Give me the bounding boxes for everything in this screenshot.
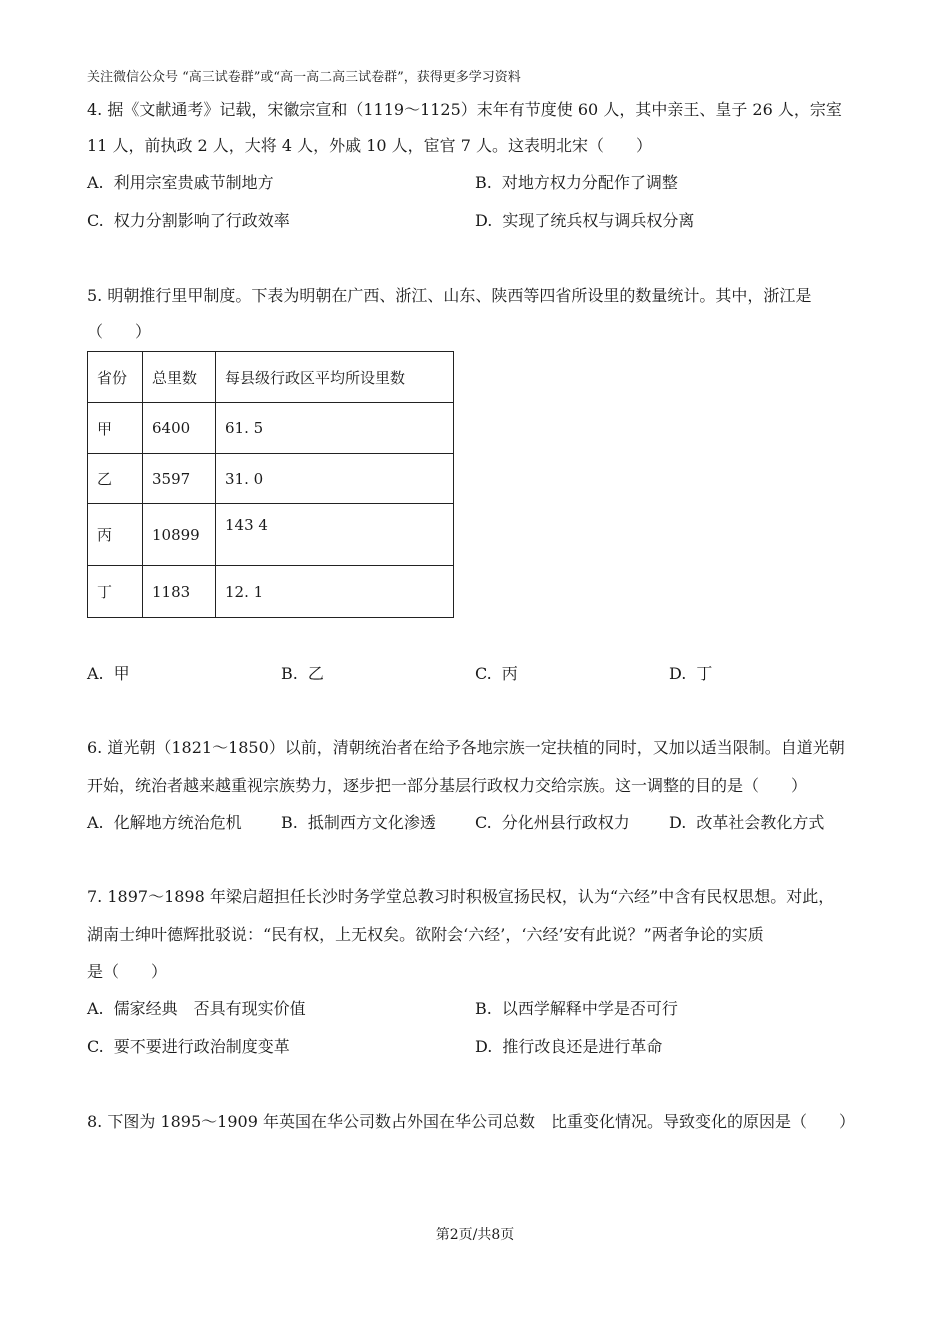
- q7-stem-line3: 是（ ）: [87, 962, 168, 981]
- option-text: 改革社会教化方式: [696, 813, 825, 832]
- header-province: 省份: [88, 352, 143, 403]
- option-key: D.: [475, 1037, 493, 1056]
- option-text: 丁: [696, 664, 713, 683]
- q4-option-d[interactable]: [475, 211, 694, 231]
- cell-total: 6400: [143, 403, 216, 454]
- cell-province: 甲: [88, 403, 143, 454]
- option-text: 权力分割影响了行政效率: [113, 211, 290, 230]
- cell-average: 12. 1: [216, 566, 454, 618]
- q7-option-c[interactable]: [87, 1037, 290, 1057]
- cell-average: 31. 0: [216, 454, 454, 504]
- option-text: 推行改良还是进行革命: [502, 1037, 663, 1056]
- q7-option-d[interactable]: [475, 1037, 662, 1057]
- q5-option-b[interactable]: [281, 664, 324, 684]
- option-key: B.: [475, 173, 492, 192]
- q5-stem-line1: 5. 明朝推行里甲制度。下表为明朝在广西、浙江、山东、陕西等四省所设里的数量统计。其中，浙江是: [87, 286, 812, 305]
- option-text: 甲: [113, 664, 130, 683]
- option-key: B.: [281, 813, 298, 832]
- header-note: 关注微信公众号 “高三试卷群”或“高一高二高三试卷群”，获得更多学习资料: [87, 70, 521, 85]
- q4-option-c[interactable]: [87, 211, 290, 231]
- option-key: D.: [669, 664, 687, 683]
- option-text: 要不要进行政治制度变革: [113, 1037, 290, 1056]
- option-key: A.: [87, 999, 104, 1018]
- page-footer: 第2页/共8页: [435, 1227, 515, 1243]
- q6-stem-line1: 6. 道光朝（1821～1850）以前，清朝统治者在给予各地宗族一定扶植的同时，又加以适当限制。自道光朝: [87, 738, 845, 757]
- option-text: 以西学解释中学是否可行: [501, 999, 678, 1018]
- option-key: B.: [475, 999, 492, 1018]
- option-key: B.: [281, 664, 298, 683]
- option-key: C.: [87, 211, 104, 230]
- option-text: 分化州县行政权力: [501, 813, 630, 832]
- option-text: 儒家经典 否具有现实价值: [113, 999, 306, 1018]
- q7-option-b[interactable]: [475, 999, 678, 1019]
- header-total-li: 总里数: [143, 352, 216, 403]
- cell-province: 丁: [88, 566, 143, 618]
- cell-province: 丙: [88, 504, 143, 566]
- cell-province: 乙: [88, 454, 143, 504]
- header-avg-li: 每县级行政区平均所设里数: [216, 352, 454, 403]
- option-text: 抵制西方文化渗透: [307, 813, 436, 832]
- q5-option-a[interactable]: [87, 664, 130, 684]
- table-header-row: [88, 352, 454, 403]
- q6-option-b[interactable]: [281, 813, 436, 833]
- q6-option-c[interactable]: [475, 813, 630, 833]
- q8-stem-line1: 8. 下图为 1895～1909 年英国在华公司数占外国在华公司总数 比重变化情况。导致变化的原因是（ ）: [87, 1112, 855, 1131]
- option-text: 利用宗室贵戚节制地方: [113, 173, 274, 192]
- q6-option-a[interactable]: [87, 813, 242, 833]
- option-key: A.: [87, 173, 104, 192]
- table-row: [88, 504, 454, 566]
- q4-stem-line2: 11 人，前执政 2 人，大将 4 人，外戚 10 人，宦官 7 人。这表明北宋（ ）: [87, 136, 653, 155]
- option-text: 化解地方统治危机: [113, 813, 242, 832]
- option-key: A.: [87, 813, 104, 832]
- q4-option-b[interactable]: [475, 173, 678, 193]
- cell-average: 61. 5: [216, 403, 454, 454]
- option-text: 实现了统兵权与调兵权分离: [502, 211, 695, 230]
- province-stats-table: [87, 351, 454, 618]
- option-key: D.: [669, 813, 687, 832]
- q4-option-a[interactable]: [87, 173, 274, 193]
- q5-option-d[interactable]: [669, 664, 712, 684]
- q7-stem-line1: 7. 1897～1898 年梁启超担任长沙时务学堂总教习时积极宣扬民权，认为“六经”中含有民权思想。对此，: [87, 887, 835, 906]
- q5-stem-line2: （ ）: [87, 322, 152, 341]
- q6-option-d[interactable]: [669, 813, 824, 833]
- q5-option-c[interactable]: [475, 664, 518, 684]
- cell-average: 143 4: [216, 504, 454, 566]
- option-text: 丙: [501, 664, 518, 683]
- q4-stem-line1: 4. 据《文献通考》记载，宋徽宗宣和（1119～1125）末年有节度使 60 人，其中亲王、皇子 26 人，宗室: [87, 100, 842, 119]
- cell-total: 1183: [143, 566, 216, 618]
- option-key: A.: [87, 664, 104, 683]
- q7-stem-line2: 湖南士绅叶德辉批驳说：“民有权，上无权矣。欲附会‘六经’，‘六经’安有此说？”两者争论的实质: [87, 925, 764, 944]
- option-key: C.: [475, 664, 492, 683]
- table-row: [88, 403, 454, 454]
- option-key: D.: [475, 211, 493, 230]
- q6-stem-line2: 开始，统治者越来越重视宗族势力，逐步把一部分基层行政权力交给宗族。这一调整的目的是（ ）: [87, 776, 808, 795]
- cell-total: 3597: [143, 454, 216, 504]
- option-key: C.: [475, 813, 492, 832]
- table-row: [88, 454, 454, 504]
- table-row: [88, 566, 454, 618]
- option-text: 乙: [307, 664, 324, 683]
- option-text: 对地方权力分配作了调整: [501, 173, 678, 192]
- q7-option-a[interactable]: [87, 999, 306, 1019]
- option-key: C.: [87, 1037, 104, 1056]
- cell-total: 10899: [143, 504, 216, 566]
